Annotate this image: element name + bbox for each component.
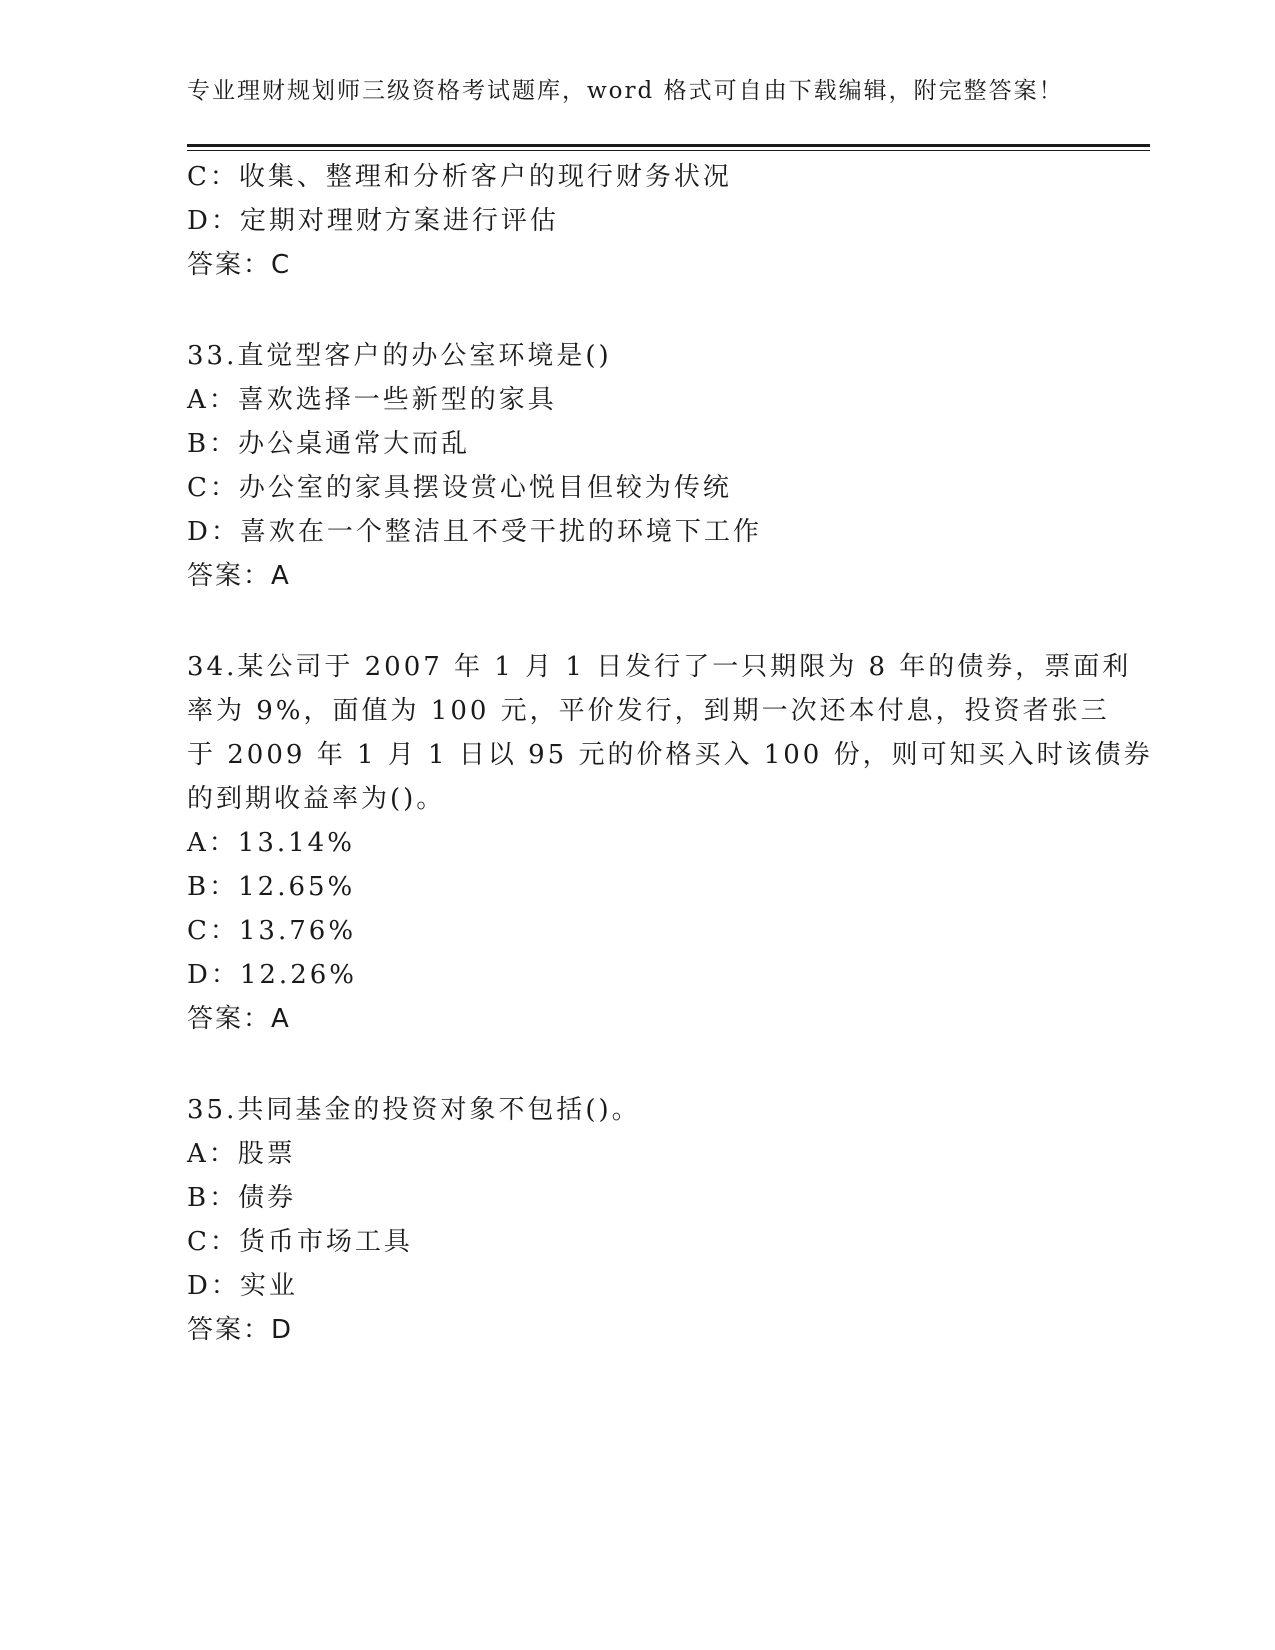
option-d: D：12.26% — [187, 960, 357, 990]
answer: 答案：A — [187, 1004, 291, 1034]
option-c: C：货币市场工具 — [187, 1227, 413, 1257]
option-d: D：实业 — [187, 1271, 298, 1301]
answer: 答案：D — [187, 1315, 294, 1345]
answer: 答案：C — [187, 250, 292, 280]
question-stem-line-3: 于 2009 年 1 月 1 日以 95 元的价格买入 100 份，则可知买入时该债券 — [187, 740, 1153, 770]
question-stem: 35.共同基金的投资对象不包括()。 — [187, 1095, 641, 1125]
option-b: B：12.65% — [187, 872, 356, 902]
header-text: 专业理财规划师三级资格考试题库，word 格式可自由下载编辑，附完整答案！ — [187, 78, 1064, 104]
option-d: D：定期对理财方案进行评估 — [187, 206, 559, 236]
option-d: D：喜欢在一个整洁且不受干扰的环境下工作 — [187, 517, 762, 547]
question-stem-line-4: 的到期收益率为()。 — [187, 784, 446, 814]
question-stem-line-2: 率为 9%，面值为 100 元，平价发行，到期一次还本付息，投资者张三 — [187, 696, 1110, 726]
option-b: B：债券 — [187, 1183, 297, 1213]
option-a: A：股票 — [187, 1139, 296, 1169]
option-a: A：13.14% — [187, 828, 355, 858]
option-b: B：办公桌通常大而乱 — [187, 429, 471, 459]
option-c: C：办公室的家具摆设赏心悦目但较为传统 — [187, 473, 732, 503]
answer: 答案：A — [187, 561, 291, 591]
option-c: C：收集、整理和分析客户的现行财务状况 — [187, 162, 732, 192]
header-rule-thick — [187, 144, 1150, 147]
option-a: A：喜欢选择一些新型的家具 — [187, 385, 557, 415]
question-stem-line-1: 34.某公司于 2007 年 1 月 1 日发行了一只期限为 8 年的债券，票面利 — [187, 652, 1132, 682]
option-c: C：13.76% — [187, 916, 357, 946]
header-rule-thin — [187, 150, 1150, 151]
question-stem: 33.直觉型客户的办公室环境是() — [187, 341, 612, 371]
